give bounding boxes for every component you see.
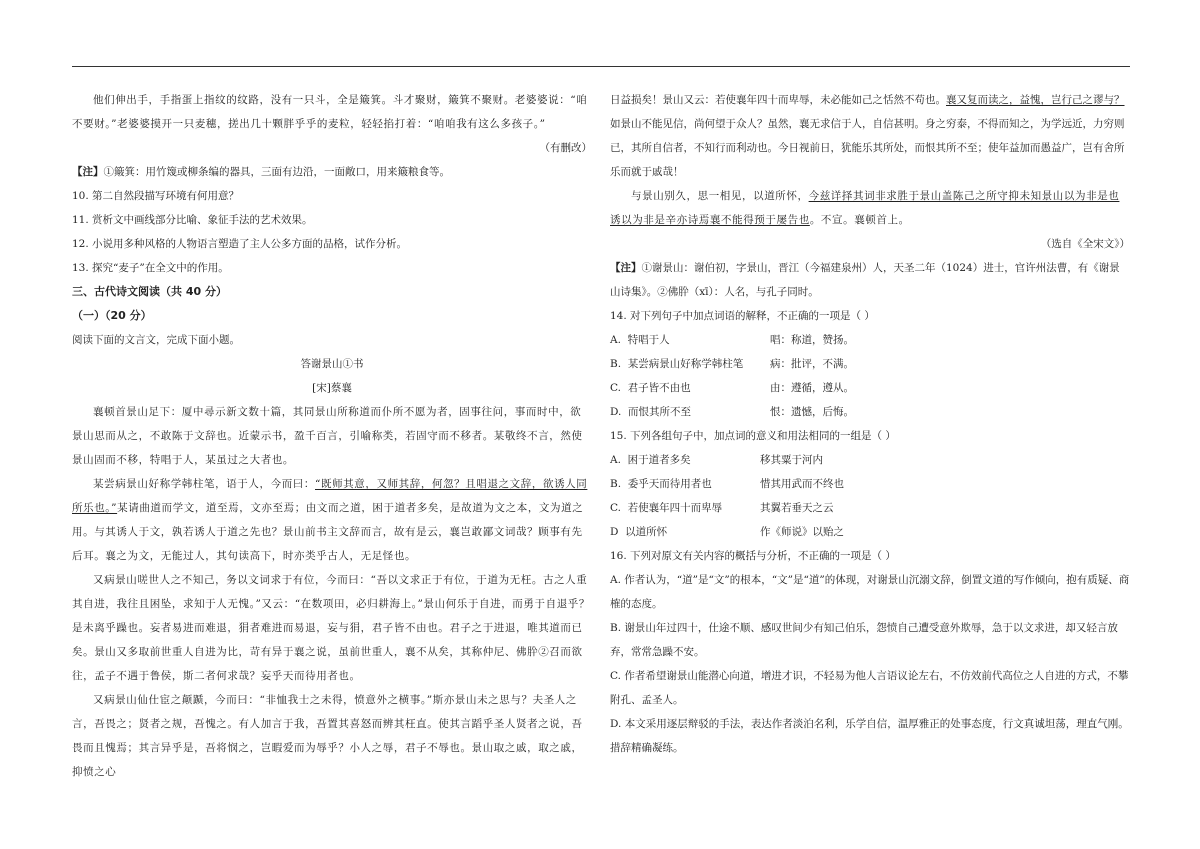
- underlined-sentence-unpunctuated: 今兹详择其词非求胜于景山盖陈己之所守抑未知景山以为非是也诱以为非是辛亦诗焉襄不能得预于屡告也: [610, 190, 1120, 226]
- header-rule: [72, 66, 1130, 67]
- option: [610, 376, 1130, 400]
- option-gloss: 唱：称道，赞扬。: [770, 334, 854, 346]
- option-gloss: 由：遵循，遵从。: [770, 382, 854, 394]
- option-compare: 惜其用武而不终也: [760, 478, 844, 490]
- option-text: D. 而恨其所不至: [610, 406, 692, 418]
- option: [610, 448, 1130, 472]
- source-note: （有删改）: [539, 142, 592, 154]
- option-text: A. 困于道者多矣: [610, 454, 691, 466]
- question-13: 13. 探究“麦子”在全文中的作用。: [72, 262, 229, 274]
- question-11: 11. 赏析文中画线部分比喻、象征手法的艺术效果。: [72, 214, 313, 226]
- continuation-start: 日益损矣！景山又云：若使襄年四十而卑辱，未必能如己之恬然不苟也。: [610, 94, 946, 106]
- annotation-label: 【注】: [610, 262, 642, 274]
- option-text: A. 特唱于人: [610, 334, 670, 346]
- underlined-sentence: “既师其意，又师其辞，何忽？且唱退之文辞，欲诱人同所乐也。”: [72, 478, 588, 514]
- option: B. 谢景山年过四十，仕途不顺、感叹世间少有知己伯乐，怨愤自己遭受意外欺辱，急于以文求进，却又轻言放弃，常常急躁不安。: [610, 622, 1118, 658]
- annotation-text: ①谢景山：谢伯初，字景山，晋江（今福建泉州）人，天圣二年（1024）进士，官许州法曹，有《谢景山诗集》。②佛肸（xī）：人名，与孔子同时。: [610, 262, 1120, 298]
- annotation: [610, 256, 1130, 304]
- question-10: 10. 第二自然段描写环境有何用意？: [72, 190, 240, 202]
- option: [610, 496, 1130, 520]
- option: [610, 352, 1130, 376]
- section-heading: 三、古代诗文阅读（共 40 分）: [72, 285, 227, 298]
- paragraph-2-rest: 某请曲道而学文，道至焉，文亦至焉；由文而之道，困于道者多矣，是故道为文之本，文为道之用。与其诱人于文，孰若诱人于道之先也？景山前书主文辞而言，故有是云，襄岂敢鄙文词哉？顾事有先后耳。襄之为文，无能过人，其句读高下，时亦类乎古人，无足怪也。: [72, 502, 584, 562]
- option: [610, 400, 1130, 424]
- story-ending-paragraph: 他们伸出手，手指蛋上指纹的纹路，没有一只斗，全是簸箕。斗才聚财，簸箕不聚财。老婆婆说：“咱不要财。”老婆婆摸开一只麦穗，搓出几十颗胖乎乎的麦粒，轻轻掐打着：“咱咱我有这么多孩子。”: [72, 94, 588, 130]
- passage-author: [宋]蔡襄: [312, 382, 352, 394]
- option: [610, 520, 1130, 544]
- option-text: B. 某尝病景山好称学韩柱笔: [610, 358, 744, 370]
- left-column: [72, 88, 592, 784]
- option-text: B. 委乎天而待用者也: [610, 478, 712, 490]
- closing-start: 与景山别久，思一相见，以道所怀，: [631, 190, 809, 202]
- option-text: D 以道所怀: [610, 526, 668, 538]
- right-column: [610, 88, 1130, 760]
- closing-end: 。不宣。襄顿首上。: [809, 214, 910, 226]
- annotation-label: 【注】: [72, 166, 104, 178]
- option: D. 本文采用逐层辩驳的手法，表达作者淡泊名利，乐学自信，温厚雅正的处事态度，行文真诚坦荡，理直气刚。措辞精确凝练。: [610, 718, 1129, 754]
- question-14: 14. 对下列句子中加点词语的解释，不正确的一项是（ ）: [610, 310, 875, 322]
- instruction: 阅读下面的文言文，完成下面小题。: [72, 334, 240, 346]
- option-compare: 作《师说》以贻之: [760, 526, 844, 538]
- subsection-heading: （一）（20 分）: [72, 309, 152, 322]
- option-text: C. 君子皆不由也: [610, 382, 691, 394]
- continuation-rest: 如景山不能见信，尚何望于众人？虽然，襄无求信于人，自信甚明。身之穷泰，不得而知之，为学远近，力穷则已，其所自信者，不知行而利动也。今日视前日，犹能乐其所处，而恨其所不至；使年益加而愚益广，岂有舍所乐而就于戚哉！: [610, 118, 1125, 178]
- option: A. 作者认为，“道”是“文”的根本，“文”是“道”的体现，对谢景山沉溺文辞，倒置文道的写作倾向，抱有质疑、商榷的态度。: [610, 574, 1130, 610]
- passage-paragraph-2: [72, 472, 592, 568]
- passage-paragraph-4: 又病景山仙仕宦之颠踬，今而曰：“非恤我士之未得，愤意外之横事。”斯亦景山未之思与？夫圣人之言，吾畏之；贤者之规，吾愧之。有人加言于我，吾置其喜怒而辨其枉直。使其言蹈乎圣人贤者之说，吾畏而且愧焉；其言异乎是，吾将悯之，岂暇爱而为辱乎？小人之辱，君子不辱也。景山取之戚，取之戚，抑愤之心: [72, 694, 583, 778]
- question-16: 16. 下列对原文有关内容的概括与分析，不正确的一项是（ ）: [610, 550, 896, 562]
- passage-paragraph-3: 又病景山嗟世人之不知己，务以文词求于有位，今而曰：“吾以文求正于有位，于道为无枉。古之人重其自进，我往且困坠，求知于人无愧。”又云：“在数项田，必归耕海上。”景山何乐于自进，而勇于自退乎？是未离乎躁也。妄者易进而难退，狷者难进而易退，妄与狷，君子皆不由也。君子之于进退，唯其道而已矣。景山又多取前世重人自进为比，苛有异于襄之说，虽前世重人，襄不从矣，其称仲尼、佛肸②召而欲往，孟子不遇于鲁侯，斯二者何求哉？妄乎天而待用者也。: [72, 574, 591, 682]
- annotation: [72, 160, 592, 184]
- option-compare: 移其粟于河内: [760, 454, 823, 466]
- paragraph-2-start: 某尝病景山好称学韩柱笔，语于人，今而曰：: [93, 478, 315, 490]
- annotation-text: ①簸箕：用竹篾或柳条编的器具，三面有边沿，一面敞口，用来簸粮食等。: [103, 166, 450, 178]
- option-gloss: 病：批评，不满。: [770, 358, 854, 370]
- passage-paragraph-1: 襄顿首景山足下：厦中尋示新文数十篇，其同景山所称道而仆所不愿为者，固事往问，事而时中，欲景山思而从之，不敢陈于文辞也。近蒙示书，盈千百言，引喻称类，若固守而不移者。某敬终不言，然使景山固而不移，特唱于人，某虽过之大者也。: [72, 406, 583, 466]
- passage-continuation: [610, 88, 1130, 184]
- option-text: C. 若使襄年四十而卑辱: [610, 502, 723, 514]
- option: [610, 472, 1130, 496]
- option: [610, 328, 1130, 352]
- passage-closing: [610, 184, 1130, 232]
- question-15: 15. 下列各组句子中，加点词的意义和用法相同的一组是（ ）: [610, 430, 896, 442]
- source-note: （选自《全宋文》）: [1040, 238, 1130, 250]
- option-compare: 其翼若垂天之云: [760, 502, 834, 514]
- underlined-sentence: 襄又复而读之，益愧，岂行己之谬与？: [946, 94, 1125, 106]
- question-12: 12. 小说用多种风格的人物语言塑造了主人公多方面的品格，试作分析。: [72, 238, 408, 250]
- passage-title: 答谢景山①书: [300, 358, 364, 370]
- option: C. 作者希望谢景山能潜心向道，增进才识，不轻易为他人言语议论左右，不仿效前代高位之人自进的方式，不攀附孔、孟圣人。: [610, 670, 1129, 706]
- option-gloss: 恨：遗憾，后悔。: [770, 406, 854, 418]
